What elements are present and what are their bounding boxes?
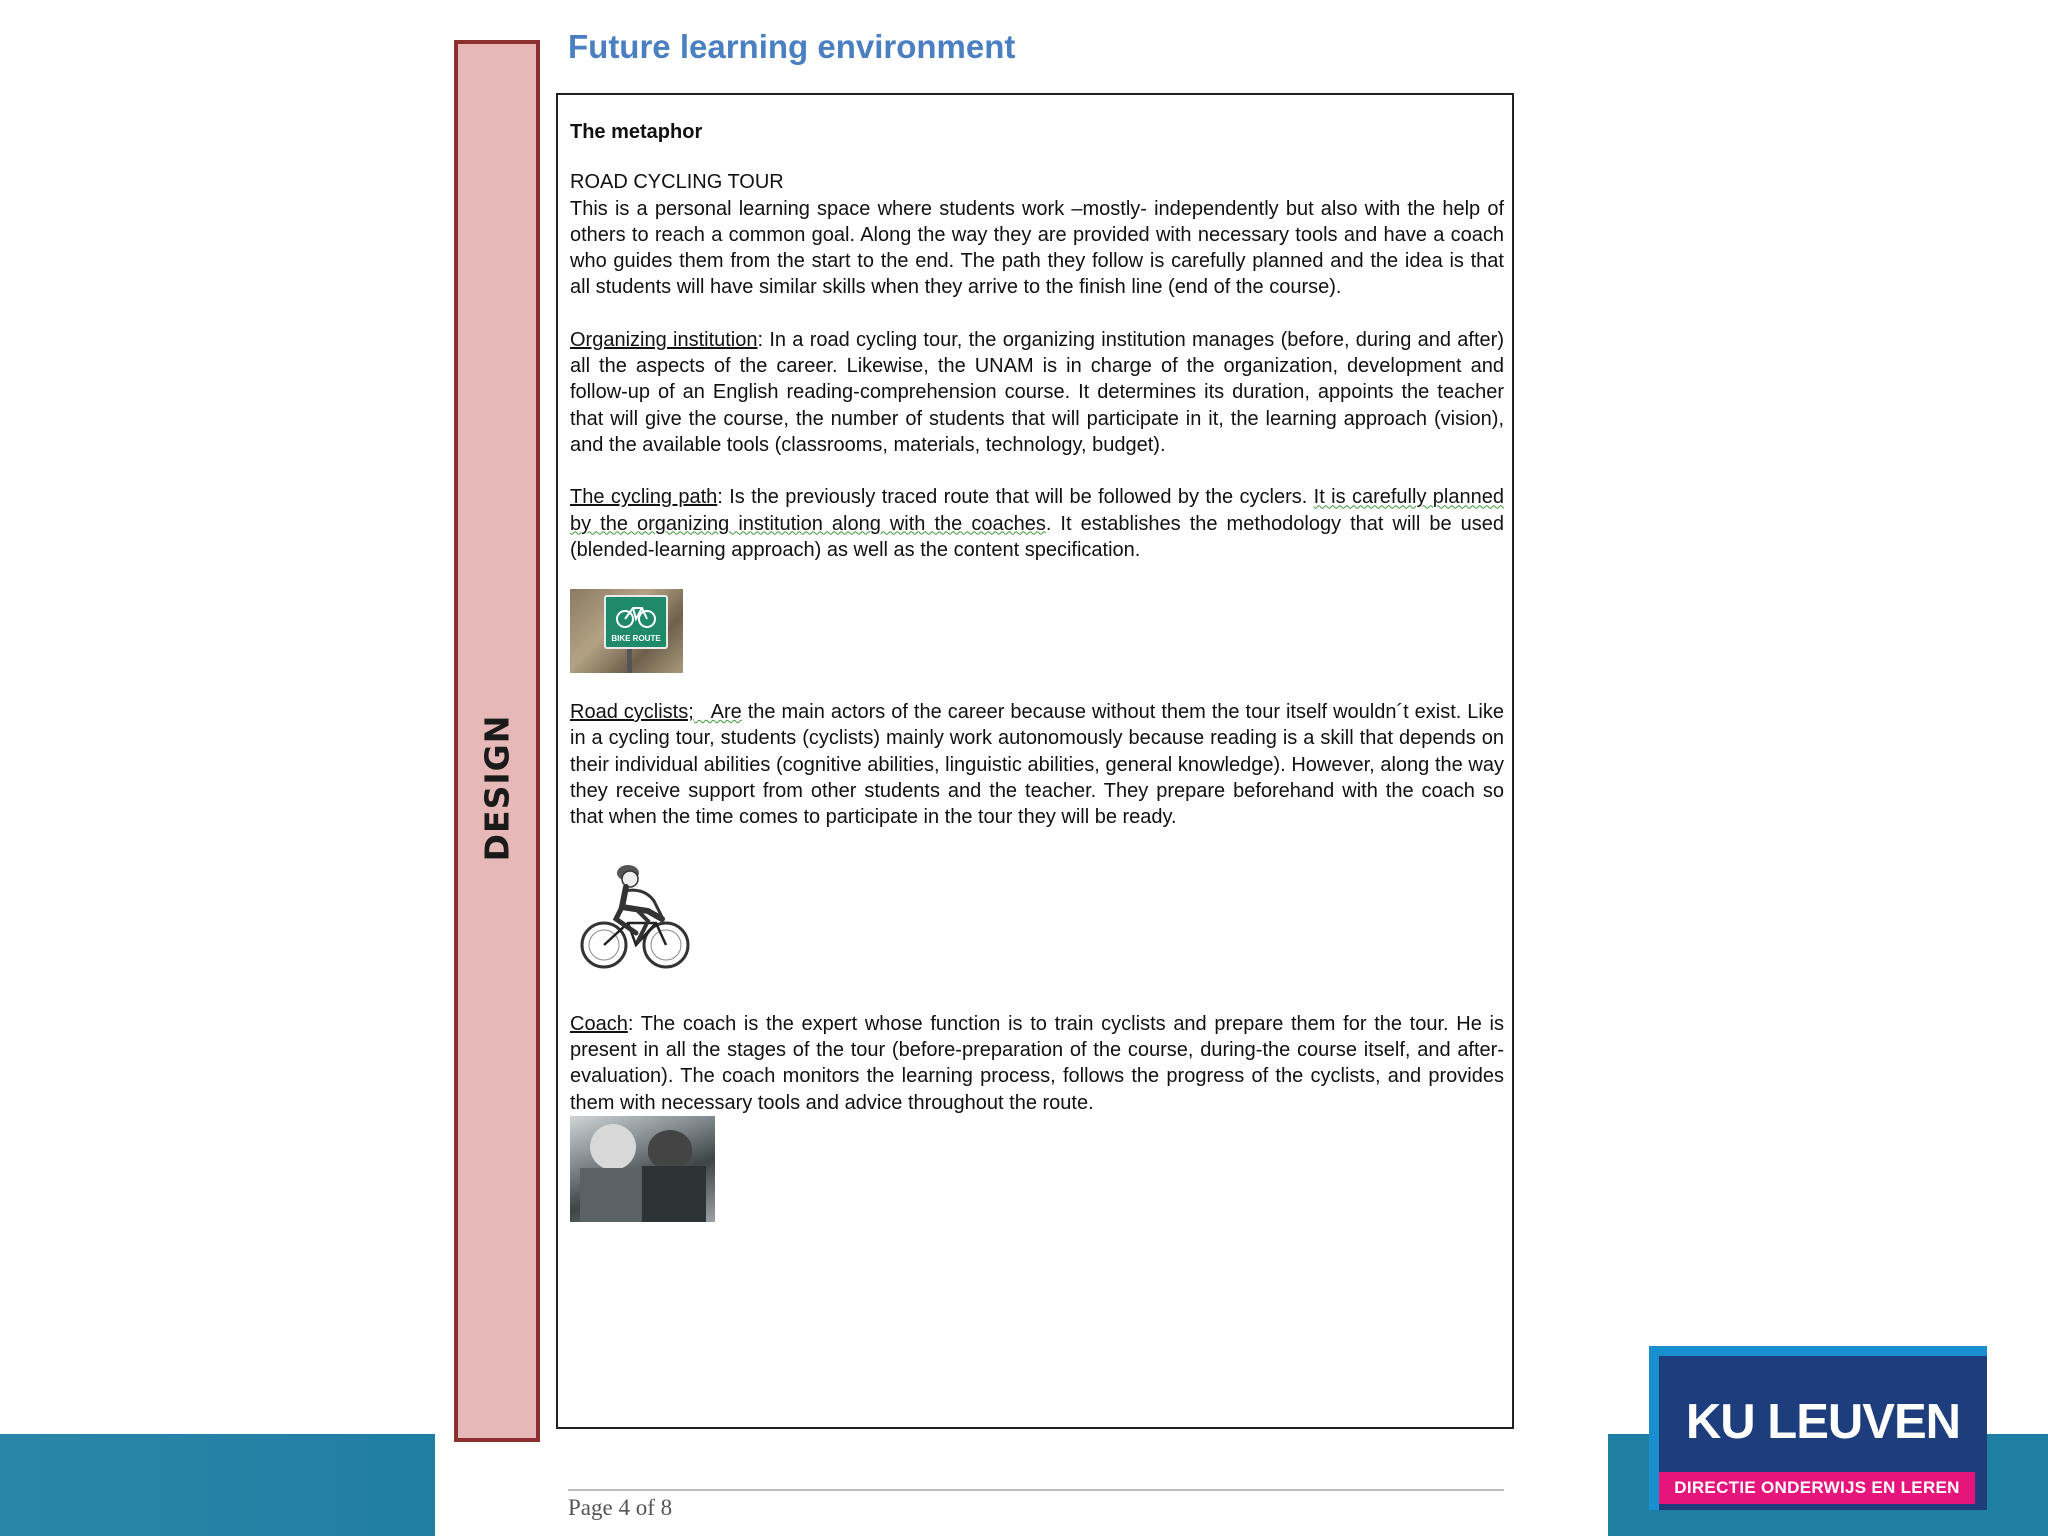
document-frame [556, 93, 1514, 1429]
cyclists-term: Road cyclists; [570, 701, 694, 724]
section-heading: The metaphor [570, 121, 703, 143]
coach-photo-body-1 [580, 1168, 650, 1222]
coach-text: : The coach is the expert whose function is to train cyclists and prepare them for the tour. He is present in all the stages of the tour (before-preparation of the course, during-the course itself, and after-evaluation). The coach monitors the learning process, follows the progress of the cyclists, and provides them with necessary tools and advice throughout the route. [570, 1012, 1504, 1114]
intro-paragraph: This is a personal learning space where students work –mostly- independently but also with the help of others to reach a common goal. Along the way they are provided with necessary tools and have a coach who guides them from the start to the end. The path they follow is carefully planned and the idea is that all students will have similar skills when they arrive to the finish line (end of the course). [570, 197, 1504, 299]
bike-route-sign-image [570, 589, 683, 673]
path-paragraph [570, 484, 1504, 563]
organizing-paragraph [570, 327, 1504, 458]
path-text-a: : Is the previously traced route that will be followed by the cyclers. [717, 486, 1314, 509]
organizing-text: : In a road cycling tour, the organizing institution manages (before, during and after) all the aspects of the career. Likewise, the UNAM is in charge of the organization, development and follow-up of an English reading-comprehension course. It determines its duration, appoints the teacher that will give the course, the number of students that will participate in it, the learning approach (vision), and the available tools (classrooms, materials, technology, budget). [570, 328, 1504, 456]
logo-subtitle: DIRECTIE ONDERWIJS EN LEREN [1659, 1472, 1975, 1504]
bike-route-sign [604, 595, 668, 649]
cyclists-grammar-mark: Are [693, 701, 742, 724]
sign-pole [627, 649, 632, 673]
design-label: DESIGN [477, 714, 517, 862]
path-term: The cycling path [570, 486, 718, 509]
coach-photo-person-2 [648, 1130, 692, 1168]
path-text-b: . It establishes the methodology that will be used (blended-learning approach) as well as the content specification. [570, 512, 1504, 561]
logo-name: KU LEUVEN [1685, 1395, 1961, 1449]
cyclists-text: the main actors of the career because without them the tour itself wouldn´t exist. Like in a cycling tour, students (cyclists) mainly work autonomously because reading is a skill that depends on their individual abilities (cognitive abilities, linguistic abilities, general knowledge). However, along the way they receive support from other students and the teacher. They prepare beforehand with the coach so that when the time comes to participate in the tour they will be ready. [570, 701, 1504, 829]
coach-photo-person-1 [590, 1124, 636, 1170]
footer-divider [568, 1489, 1504, 1491]
coach-term: Coach [570, 1012, 628, 1035]
coach-photo-body-2 [642, 1166, 706, 1222]
section-subheading: ROAD CYCLING TOUR [570, 171, 784, 194]
cyclists-paragraph [570, 699, 1504, 830]
document-content [570, 119, 1504, 1222]
page-title: Future learning environment [568, 28, 1016, 65]
bottom-band-left [0, 1434, 435, 1536]
cyclist-illustration [578, 861, 696, 973]
coach-paragraph [570, 1011, 1504, 1116]
page-number: Page 4 of 8 [568, 1495, 673, 1520]
path-text-grammar-mark: It is carefully planned by the organizing institution along with the coaches [570, 486, 1504, 535]
organizing-term: Organizing institution [570, 328, 758, 351]
coach-photo [570, 1116, 715, 1222]
svg-text:BIKE ROUTE: BIKE ROUTE [611, 634, 661, 644]
design-sidebar [454, 40, 540, 1442]
ku-leuven-logo [1649, 1346, 1987, 1510]
